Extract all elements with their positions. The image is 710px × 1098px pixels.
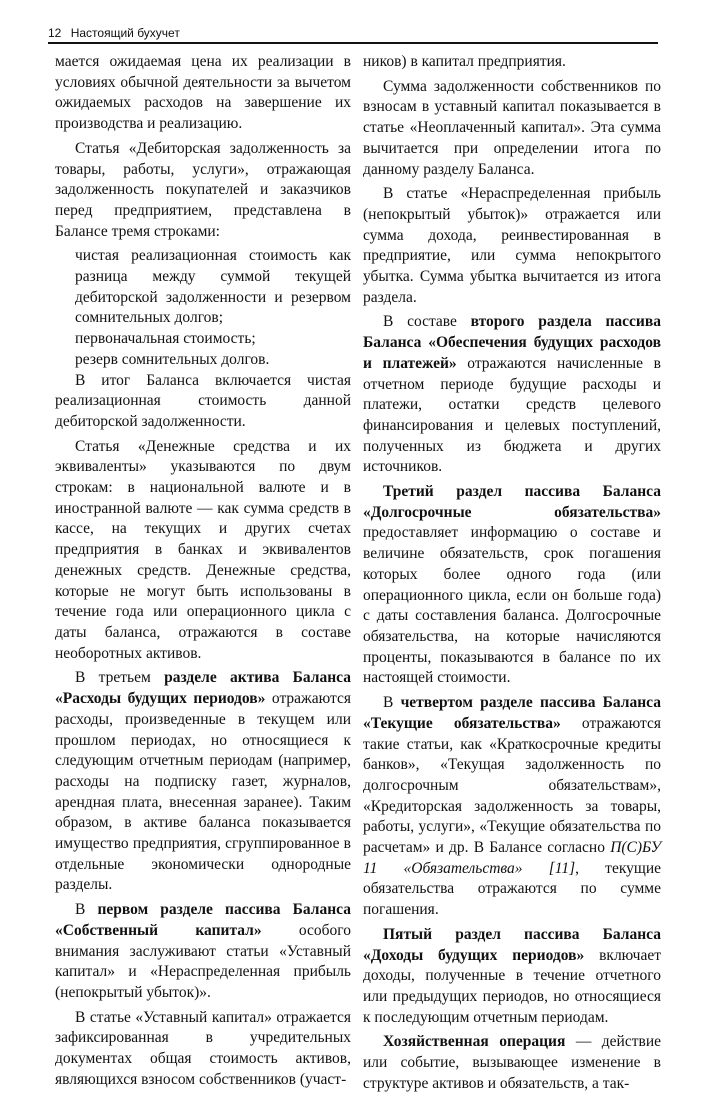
page-number: 12 bbox=[48, 26, 62, 40]
paragraph: мается ожидаемая цена их реализации в условиях обычной деятельности за вычетом ожидаемых расходов на завершение их производства и реализацию. bbox=[55, 53, 351, 133]
bold-term: Хозяйственная операция bbox=[383, 1033, 566, 1051]
left-column bbox=[55, 52, 351, 1094]
paragraph: Хозяйственная операция — действие или событие, вызывающее изменение в структуре активов и обязательств, а так- bbox=[363, 1033, 661, 1092]
paragraph: В статье «Нераспределенная прибыль (непокрытый убыток)» отражается или сумма дохода, реинвестированная в предприятие, или сумма непокрытого убытка. Сумма убытка вычитается из итога раздела. bbox=[363, 185, 661, 306]
bold-term: первом разделе пассива Баланса «Собственный капитал» bbox=[55, 901, 351, 939]
paragraph: В третьем разделе актива Баланса «Расходы будущих периодов» отражаются расходы, произведенные в текущем или прошлом периодах, но относящиеся к следующим отчетным периодам (например, расходы на подписку газет, журналов, арендная плата, внесенная заранее). Таким образом, в активе баланса показывается имущество предприятия, сгруппированное в отдельные экономически однородные разделы. bbox=[55, 669, 352, 894]
paragraph: В первом разделе пассива Баланса «Собственный капитал» особого внимания заслуживают статьи «Уставный капитал» и «Нераспределенная прибыль (непокрытый убыток)». bbox=[55, 901, 351, 1001]
list-item: резерв сомнительных долгов. bbox=[75, 350, 270, 368]
right-column bbox=[363, 52, 661, 1098]
paragraph: В четвертом разделе пассива Баланса «Текущие обязательства» отражаются такие статьи, как «Краткосрочные кредиты банков», «Текущая задолженность по долгосрочным обязательствам», «Кредиторская задолженность за товары, работы, услуги», «Текущие обязательства по расчетам» и др. В Балансе согласно П(С)БУ 11 «Обязательства» [11], текущие обязательства отражаются по сумме погашения. bbox=[363, 694, 662, 919]
paragraph: Сумма задолженности собственников по взносам в уставный капитал показывается в статье «Неоплаченный капитал». Эта сумма вычитается при определении итога по данному разделу Баланса. bbox=[363, 77, 661, 178]
header-rule bbox=[48, 42, 658, 44]
paragraph: Третий раздел пассива Баланса «Долгосрочные обязательства» предоставляет информацию о составе и величине обязательств, срок погашения которых более одного года (или операционного цикла, если он больше года) с даты составления баланса. Долгосрочные обязательства, на которые начисляются проценты, показываются в балансе по их настоящей стоимости. bbox=[363, 483, 661, 687]
list-item: первоначальная стоимость; bbox=[75, 330, 256, 348]
bold-term: четвертом разделе пассива Баланса «Текущие обязательства» bbox=[363, 694, 661, 732]
list-item: чистая реализационная стоимость как разница между суммой текущей дебиторской задолженности и резервом сомнительных долгов; bbox=[75, 247, 351, 327]
citation: П(С)БУ 11 «Обязательства» [11] bbox=[363, 839, 661, 877]
running-header bbox=[48, 24, 656, 42]
paragraph: В статье «Уставный капитал» отражается зафиксированная в учредительных документах общая стоимость активов, являющихся взносом собственников (участ- bbox=[55, 1008, 351, 1088]
bold-term: второго раздела пассива Баланса «Обеспечения будущих расходов и платежей» bbox=[363, 313, 661, 372]
paragraph: ников) в капитал предприятия. bbox=[363, 53, 566, 70]
paragraph: Статья «Дебиторская задолженность за товары, работы, услуги», отражающая задолженность покупателей и заказчиков перед предприятием, представлена в Балансе тремя строками: bbox=[55, 139, 351, 240]
paragraph: В итог Баланса включается чистая реализационная стоимость данной дебиторской задолженности. bbox=[55, 371, 351, 430]
bold-term: разделе актива Баланса «Расходы будущих периодов» bbox=[55, 669, 352, 708]
paragraph: В составе второго раздела пассива Баланса «Обеспечения будущих расходов и платежей» отражаются начисленные в отчетном периоде будущие расходы и платежи, остатки средств целевого финансирования и целевых поступлений, полученных из бюджета и других источников. bbox=[363, 313, 661, 476]
bold-term: Третий раздел пассива Баланса «Долгосрочные обязательства» bbox=[363, 483, 661, 521]
bold-term: Пятый раздел пассива Баланса «Доходы будущих периодов» bbox=[363, 925, 661, 964]
paragraph: Пятый раздел пассива Баланса «Доходы будущих периодов» включает доходы, полученные в течение отчетного или предыдущих периодов, но относящиеся к последующим отчетным периодам. bbox=[363, 925, 661, 1026]
paragraph: Статья «Денежные средства и их эквиваленты» указываются по двум строкам: в национальной валюте и в иностранной валюте — как сумма средств в кассе, на текущих и других счетах предприятия в банках и эквивалентов денежных средств. Денежные средства, которые не могут быть использованы в течение года или операционного цикла с даты баланса, отражаются в составе необоротных активов. bbox=[55, 437, 351, 662]
running-title: Настоящий бухучет bbox=[70, 26, 180, 40]
